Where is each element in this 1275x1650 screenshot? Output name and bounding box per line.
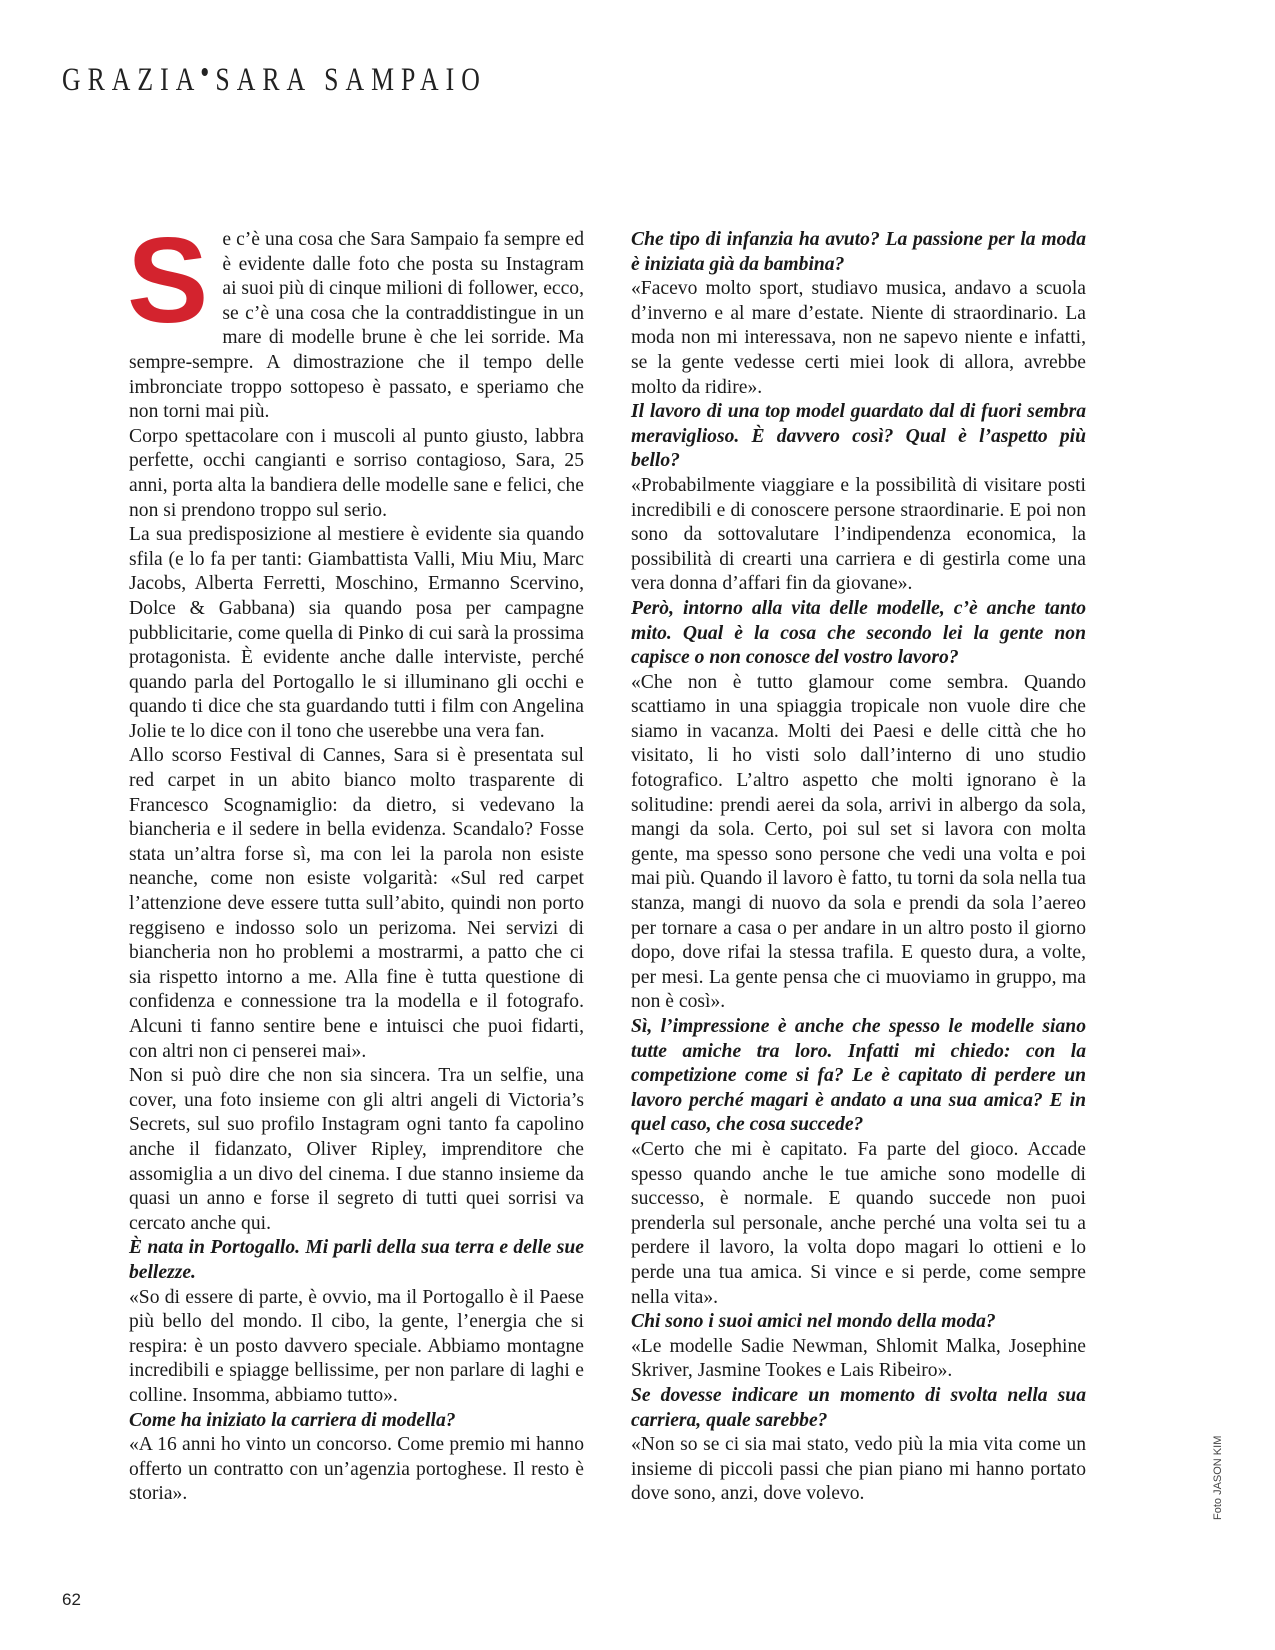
interview-question: È nata in Portogallo. Mi parli della sua terra e delle sue bellezze. bbox=[129, 1237, 584, 1283]
interview-answer: «Non so se ci sia mai stato, vedo più la mia vita come un insieme di piccoli passi che pian piano mi hanno portato dove sono, anzi, dove volevo. bbox=[631, 1434, 1086, 1505]
interview-answer: «Certo che mi è capitato. Fa parte del gioco. Accade spesso quando anche le tue amiche sono modelle di successo, è normale. E quando succede non puoi prenderla sul personale, anche perché una volta sei tu a perdere il lavoro, la volta dopo magari lo ottieni e lo perde una tua amica. Si vince e si perde, come sempre nella vita». bbox=[631, 1138, 1086, 1308]
body-paragraph: La sua predisposizione al mestiere è evidente sia quando sfila (e lo fa per tanti: Giambattista Valli, Miu Miu, Marc Jacobs, Alberta Ferretti, Moschino, Ermanno Scervino, Dolce & Gabbana) sia quando posa per campagne pubblicitarie, come quella di Pinko di cui sarà la prossima protagonista. È evidente anche dalle interviste, perché quando parla del Portogallo le si illuminano gli occhi e quando ti dice che sta guardando tutti i film con Angelina Jolie te lo dice con il tono che userebbe una vera fan. bbox=[129, 524, 584, 742]
interview-answer: «Probabilmente viaggiare e la possibilità di visitare posti incredibili e di conoscere persone straordinarie. E poi non sono da sottovalutare l’indipendenza economica, la possibilità di crearti una carriera e di gestirla come una vera donna d’affari fin da giovane». bbox=[631, 474, 1086, 595]
body-paragraph: Corpo spettacolare con i muscoli al punto giusto, labbra perfette, occhi cangianti e sorriso contagioso, Sara, 25 anni, porta alta la bandiera delle modelle sane e felici, che non si prendono troppo sul serio. bbox=[129, 425, 584, 521]
article-column-right bbox=[631, 228, 1086, 1507]
drop-cap: S bbox=[127, 212, 209, 348]
body-paragraph: Allo scorso Festival di Cannes, Sara si è presentata sul red carpet in un abito bianco molto trasparente di Francesco Scognamiglio: da dietro, si vedevano la biancheria e il sedere in bella evidenza. Scandalo? Fosse stata un’altra forse sì, ma con lei la parola non esiste neanche, come non esiste volgarità: «Sul red carpet l’attenzione deve essere tutta sull’abito, quindi non porto reggiseno e indosso solo un perizoma. Nei servizi di biancheria non ho problemi a mostrarmi, a patto che ci sia rispetto intorno a me. Alla fine è tutta questione di confidenza e connessione tra la modella e il fotografo. Alcuni ti fanno sentire bene e intuisci che puoi fidarti, con altri non ci penserei mai». bbox=[129, 745, 584, 1062]
interview-question: Come ha iniziato la carriera di modella? bbox=[129, 1409, 456, 1431]
magazine-header bbox=[62, 62, 487, 99]
interview-question: Che tipo di infanzia ha avuto? La passione per la moda è iniziata già da bambina? bbox=[631, 229, 1086, 275]
body-paragraph: Non si può dire che non sia sincera. Tra un selfie, una cover, una foto insieme con gli altri angeli di Victoria’s Secrets, sul suo profilo Instagram ogni tanto fa capolino anche il fidanzato, Oliver Ripley, imprenditore che assomiglia a un divo del cinema. I due stanno insieme da quasi un anno e forse il segreto di tutti quei sorrisi va cercato anche qui. bbox=[129, 1065, 584, 1234]
interview-answer: «Facevo molto sport, studiavo musica, andavo a scuola d’inverno e al mare d’estate. Niente di straordinario. La moda non mi interessava, non ne sapevo niente e infatti, se la gente vedesse certi miei look di allora, avrebbe molto da ridire». bbox=[631, 278, 1086, 398]
interview-answer: «So di essere di parte, è ovvio, ma il Portogallo è il Paese più bello del mondo. Il cibo, la gente, l’energia che si respira: è un posto davvero speciale. Abbiamo montagne incredibili e spiagge bellissime, per non parlare di laghi e colline. Insomma, abbiamo tutto». bbox=[129, 1286, 584, 1406]
intro-text: e c’è una cosa che Sara Sampaio fa sempre ed è evidente dalle foto che posta su Instagram ai suoi più di cinque milioni di follower, ecco, se c’è una cosa che la contraddistingue in un mare di modelle brune è che lei sorride. Ma sempre-sempre. A dimostrazione che il tempo delle imbronciate troppo sottopeso è passato, e speriamo che non torni mai più. bbox=[129, 229, 584, 423]
interview-question: Se dovesse indicare un momento di svolta nella sua carriera, quale sarebbe? bbox=[631, 1384, 1086, 1431]
brand-name: GRAZIA bbox=[62, 62, 202, 98]
interview-answer: «A 16 anni ho vinto un concorso. Come premio mi hanno offerto un contratto con un’agenzia portoghese. Il resto è storia». bbox=[129, 1434, 584, 1505]
interview-question: Sì, l’impressione è anche che spesso le modelle siano tutte amiche tra loro. Infatti mi chiedo: con la competizione come si fa? Le è capitato di perdere un lavoro perché magari è andato a una sua amica? E in quel caso, che cosa succede? bbox=[631, 1016, 1086, 1136]
interview-answer: «Che non è tutto glamour come sembra. Quando scattiamo in una spiaggia tropicale non vuole dire che siamo in vacanza. Molti dei Paesi e delle città che ho visitato, li ho visti solo dall’interno di uno studio fotografico. L’altro aspetto che molti ignorano è la solitudine: prendi aerei da sola, arrivi in albergo da sola, mangi da sola. Certo, poi sul set si lavora con molta gente, ma spesso sono persone che vedi una volta e poi mai più. Quando il lavoro è fatto, tu torni da sola nella tua stanza, mangi di nuovo da sola e prendi da sola l’aereo per tornare a casa o per andare in un altro posto il giorno dopo, dove rifai la stessa trafila. E questo dura, a volte, per mesi. La gente pensa che ci muoviamo in gruppo, ma non è così». bbox=[631, 671, 1086, 1013]
interview-answer: «Le modelle Sadie Newman, Shlomit Malka, Josephine Skriver, Jasmine Tookes e Lais Ribeiro». bbox=[631, 1335, 1086, 1382]
article-column-left bbox=[127, 212, 584, 1507]
interview-question: Chi sono i suoi amici nel mondo della moda? bbox=[631, 1311, 996, 1333]
interview-question: Il lavoro di una top model guardato dal di fuori sembra meraviglioso. È davvero così? Qual è l’aspetto più bello? bbox=[631, 401, 1086, 472]
interview-question: Però, intorno alla vita delle modelle, c’è anche tanto mito. Qual è la cosa che secondo lei la gente non capisce o non conosce del vostro lavoro? bbox=[631, 597, 1086, 669]
bullet-dot-icon bbox=[201, 68, 207, 76]
section-title: SARA SAMPAIO bbox=[215, 62, 487, 98]
intro-paragraph bbox=[127, 212, 584, 425]
page-number: 62 bbox=[62, 1590, 81, 1609]
photo-credit: Foto JASON KIM bbox=[1212, 1435, 1224, 1520]
